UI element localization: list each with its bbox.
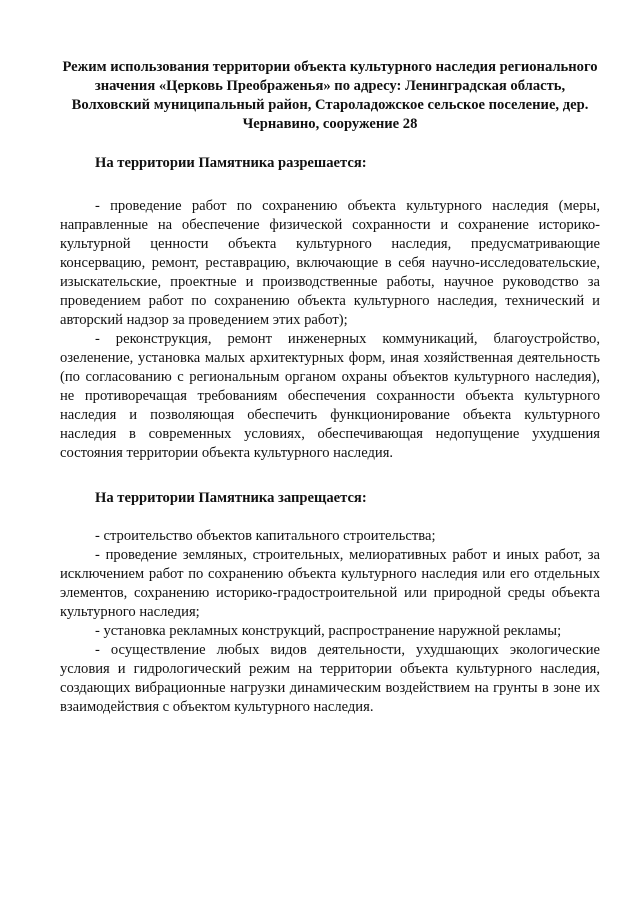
prohibited-item: - осуществление любых видов деятельности, ухудшающих экологические условия и гидрологический режим на территории объекта культурного наследия, создающих вибрационные нагрузки динамическим воздействием на грунты в зоне их взаимодействия с объектом культурного наследия. (60, 642, 600, 715)
allowed-item: - проведение работ по сохранению объекта культурного наследия (меры, направленные на обеспечение физической сохранности и сохранение историко-культурной ценности объекта культурного наследия, предусматривающие консервацию, ремонт, реставрацию, включающие в себя научно-исследовательские, изыскательские, проектные и производственные работы, научное руководство за проведением работ по сохранению объекта культурного наследия, технический и авторский надзор за проведением этих работ); (60, 198, 600, 328)
prohibited-heading: На территории Памятника запрещается: (95, 490, 367, 506)
prohibited-item: - установка рекламных конструкций, распространение наружной рекламы; (95, 623, 562, 639)
prohibited-list (60, 527, 600, 717)
document-title: Режим использования территории объекта культурного наследия регионального значения «Церковь Преображенья» по адресу: Ленинградская область, Волховский муниципальный район, Староладожское сельское поселение, дер. Чернавино, сооружение 28 (62, 59, 598, 132)
allowed-item: - реконструкция, ремонт инженерных коммуникаций, благоустройство, озеленение, установка малых архитектурных форм, иная хозяйственная деятельность (по согласованию с региональным органом охраны объектов культурного наследия), не противоречащая требованиям обеспечения сохранности объекта культурного наследия и позволяющая обеспечить функционирование объекта культурного наследия в современных условиях, обеспечивающая недопущение ухудшения состояния территории объекта культурного наследия. (60, 331, 600, 461)
allowed-heading: На территории Памятника разрешается: (95, 155, 367, 171)
document-page (60, 58, 600, 717)
prohibited-item: - строительство объектов капитального строительства; (95, 528, 436, 544)
allowed-list (60, 197, 600, 463)
prohibited-item: - проведение земляных, строительных, мелиоративных работ и иных работ, за исключением работ по сохранению объекта культурного наследия или его отдельных элементов, сохранению историко-градостроительной или природной среды объекта культурного наследия; (60, 547, 600, 620)
